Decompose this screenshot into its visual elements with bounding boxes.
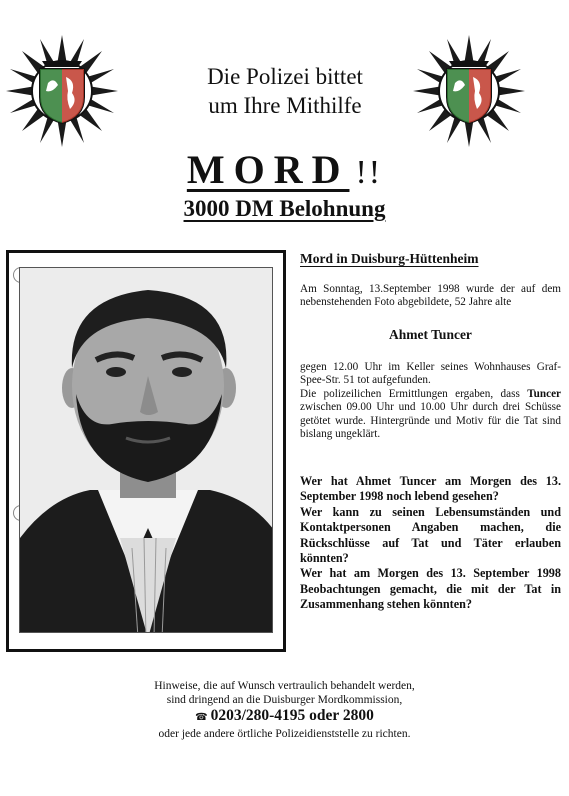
article-body-2 [300, 388, 561, 442]
headline-exclaim: !! [355, 154, 383, 191]
reward-heading: 3000 DM Belohnung [183, 196, 386, 221]
victim-name: Ahmet Tuncer [389, 327, 472, 342]
headline [0, 146, 569, 193]
question-item: Wer kann zu seinen Lebensumständen und Kontaktpersonen Angaben machen, die Rückschlüsse auf Tat und Täter erlauben könnten? [300, 504, 561, 566]
footer-line-2: sind dringend an die Duisburger Mordkommission, [166, 694, 403, 706]
victim-photo [19, 267, 273, 633]
question-item: Wer hat Ahmet Tuncer am Morgen des 13. September 1998 noch lebend gesehen? [300, 474, 561, 504]
footer-line-1: Hinweise, die auf Wunsch vertraulich behandelt werden, [154, 680, 415, 692]
appeal-line-2: um Ihre Mithilfe [208, 93, 362, 118]
question-item: Wer hat am Morgen des 13. September 1998 Beobachtungen gemacht, die mit der Tat in Zusammenhang stehen könnten? [300, 566, 561, 612]
article-body-2-end: zwischen 09.00 Uhr und 10.00 Uhr durch drei Schüsse getötet wurde. Hintergründe und Motiv für die Tat sind bislang ungeklärt. [300, 401, 561, 441]
article-intro: Am Sonntag, 13.September 1998 wurde der auf dem nebenstehenden Foto abgebildete, 52 Jahre alte [300, 283, 561, 309]
article-body-1: gegen 12.00 Uhr im Keller seines Wohnhauses Graf-Spee-Str. 51 tot aufgefunden. [300, 361, 561, 387]
phone-number [0, 707, 569, 725]
victim-photo-frame [6, 250, 286, 652]
phone-icon: ☎ [195, 712, 208, 723]
phone-number-text: 0203/280-4195 oder 2800 [210, 707, 374, 724]
headline-word: MORD [186, 147, 350, 192]
witness-questions [300, 474, 561, 613]
appeal-heading [150, 62, 420, 120]
footer-line-3: oder jede andere örtliche Polizeidienststelle zu richten. [158, 728, 411, 740]
article-body-2-name: Tuncer [527, 388, 562, 400]
article-title: Mord in Duisburg-Hüttenheim [300, 251, 479, 266]
police-badge-left-icon [5, 34, 119, 148]
appeal-line-1: Die Polizei bittet [207, 64, 363, 89]
article-body-2-start: Die polizeilichen Ermittlungen ergaben, dass [300, 388, 520, 400]
police-badge-right-icon [412, 34, 526, 148]
